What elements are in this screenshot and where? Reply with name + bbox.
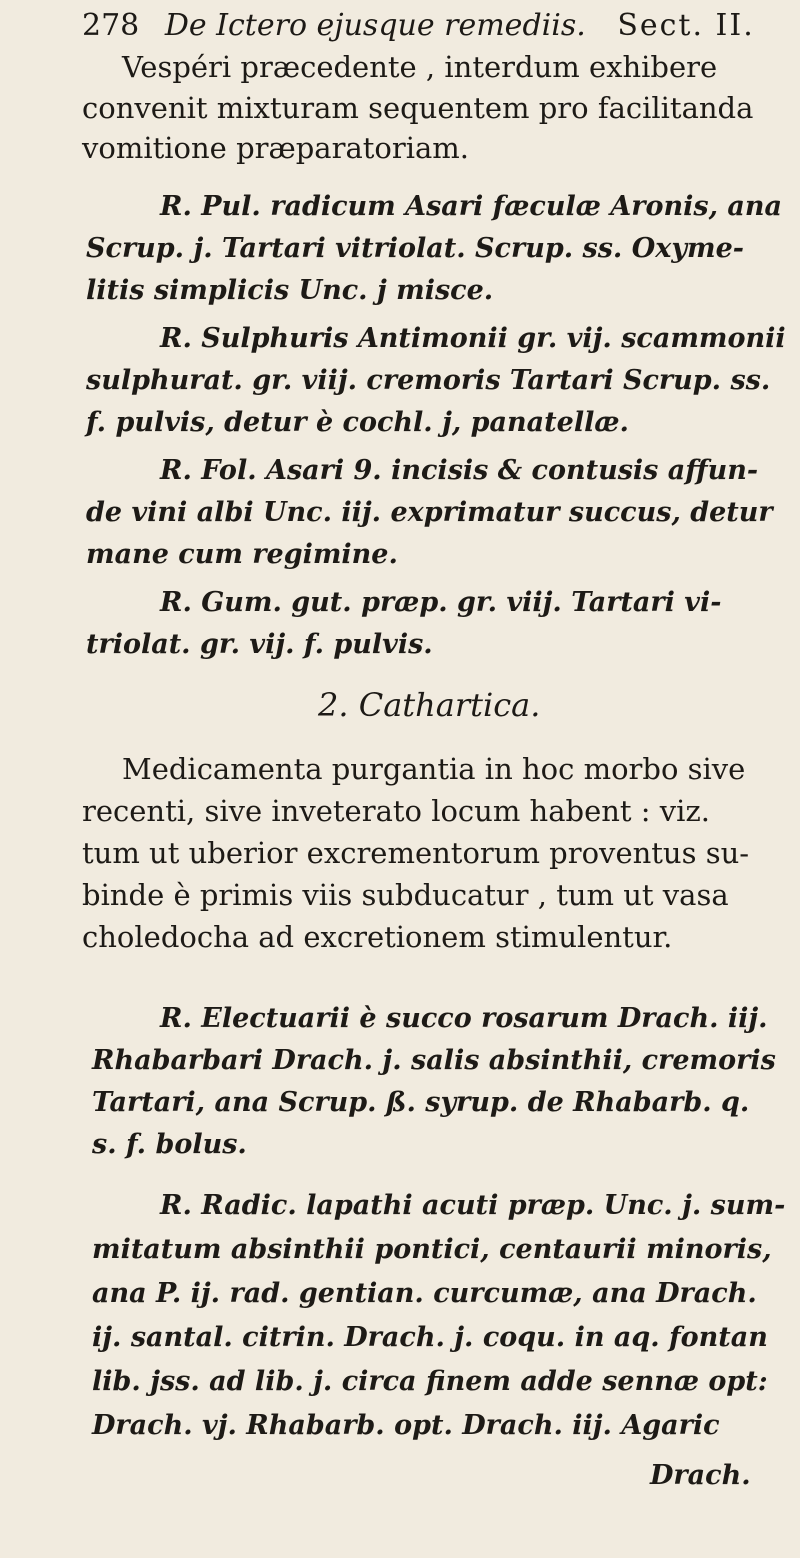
recipe-line: R. Fol. Asari 9. incisis & contusis affun- [160, 455, 759, 486]
recipe-line: ana P. ij. rad. gentian. curcumæ, ana Drach. [92, 1278, 757, 1309]
text-line: Vespéri præcedente , interdum exhibere [122, 50, 718, 84]
text-line: tum ut uberior excrementorum proventus su- [82, 836, 750, 870]
recipe-line: R. Sulphuris Antimonii gr. vij. scammonii [160, 323, 786, 354]
recipe-line: mane cum regimine. [86, 539, 398, 570]
text-line: convenit mixturam sequentem pro facilitanda [82, 91, 754, 125]
recipe-line: Scrup. j. Tartari vitriolat. Scrup. ss. Oxyme- [86, 233, 744, 264]
page-number: 278 [82, 8, 140, 43]
recipe-line: R. Electuarii è succo rosarum Drach. iij. [160, 1003, 768, 1034]
text-line: recenti, sive inveterato locum habent : viz. [82, 794, 710, 828]
recipe-line: triolat. gr. vij. f. pulvis. [86, 629, 433, 660]
catchword: Drach. [650, 1460, 751, 1491]
recipe-line: ij. santal. citrin. Drach. j. coqu. in aq. fontan [92, 1322, 768, 1353]
recipe-line: R. Gum. gut. præp. gr. viij. Tartari vi- [160, 587, 722, 618]
recipe-line: litis simplicis Unc. j misce. [86, 275, 494, 306]
recipe-line: Drach. vj. Rhabarb. opt. Drach. iij. Agaric [92, 1410, 720, 1441]
text-line: binde è primis viis subducatur , tum ut vasa [82, 878, 729, 912]
recipe-line: s. f. bolus. [92, 1129, 247, 1160]
recipe-line: R. Pul. radicum Asari fæculæ Aronis, ana [160, 191, 782, 222]
recipe-line: lib. jss. ad lib. j. circa finem adde sennæ opt: [92, 1366, 768, 1397]
recipe-line: mitatum absinthii pontici, centaurii minoris, [92, 1234, 772, 1265]
running-header [82, 8, 755, 43]
text-line: Medicamenta purgantia in hoc morbo sive [122, 752, 746, 786]
recipe-line: de vini albi Unc. iij. exprimatur succus, detur [86, 497, 773, 528]
text-line: vomitione præparatoriam. [82, 131, 470, 165]
recipe-line: sulphurat. gr. viij. cremoris Tartari Scrup. ss. [86, 365, 771, 396]
section-marker: Sect. II. [617, 8, 755, 43]
recipe-line: f. pulvis, detur è cochl. j, panatellæ. [86, 407, 629, 438]
running-title: De Ictero ejusque remediis. [164, 8, 586, 43]
recipe-line: Rhabarbari Drach. j. salis absinthii, cremoris [92, 1045, 776, 1076]
text-line: choledocha ad excretionem stimulentur. [82, 920, 673, 954]
recipe-line: Tartari, ana Scrup. ß. syrup. de Rhabarb. q. [92, 1087, 750, 1118]
section-heading: 2. Cathartica. [318, 686, 541, 724]
recipe-line: R. Radic. lapathi acuti præp. Unc. j. sum- [160, 1190, 786, 1221]
